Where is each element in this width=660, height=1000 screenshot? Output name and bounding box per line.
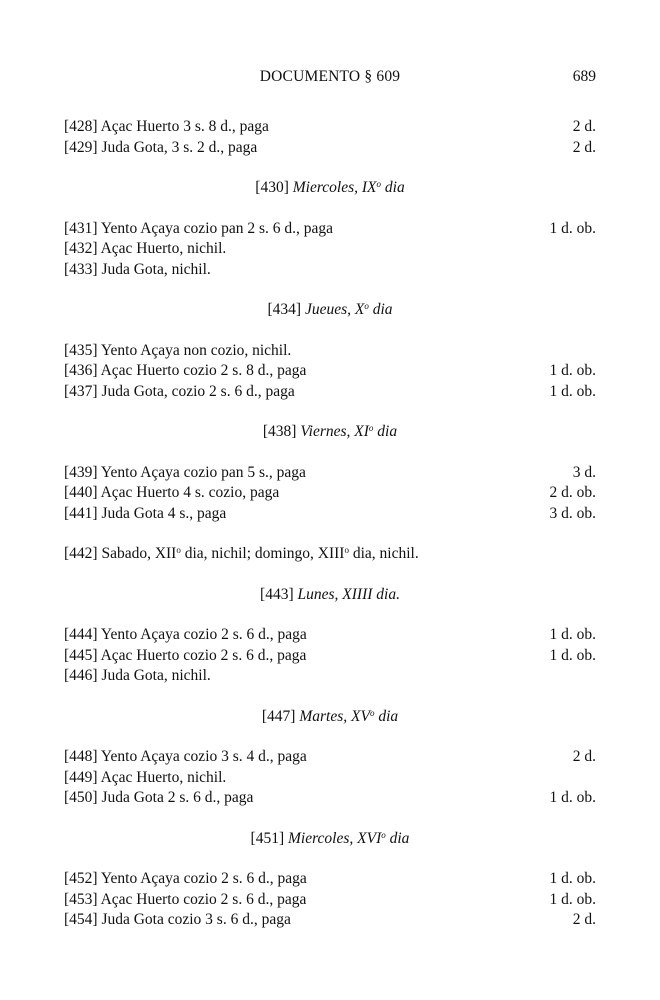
section-number: [447] <box>261 707 296 725</box>
section-title-suffix: dia <box>374 707 399 725</box>
section-title-text: Viernes, XI <box>300 423 369 440</box>
section-number: [438] <box>262 423 297 440</box>
entry-amount: 1 d. ob. <box>549 382 596 400</box>
entry-amount: 1 d. ob. <box>549 219 596 237</box>
section-heading <box>64 422 596 443</box>
document-body <box>64 117 596 931</box>
entry-line <box>64 341 596 362</box>
entry-text: [453] Açac Huerto cozio 2 s. 6 d., paga <box>64 890 307 908</box>
entry-text: [448] Yento Açaya cozio 3 s. 4 d., paga <box>64 748 307 765</box>
entry-amount: 3 d. <box>572 463 596 481</box>
section-title-text: Lunes, XIIII dia. <box>297 585 400 603</box>
entry-line <box>64 463 596 484</box>
section-title <box>293 179 405 196</box>
section-heading <box>64 707 596 728</box>
entry-amount: 1 d. ob. <box>549 890 596 908</box>
entry-amount: 1 d. ob. <box>549 789 596 806</box>
section-title-superscript: o <box>376 179 382 189</box>
section-title-text: Miercoles, IX <box>292 179 377 196</box>
section-number: [430] <box>255 179 289 196</box>
entry-text: [437] Juda Gota, cozio 2 s. 6 d., paga <box>64 382 295 400</box>
paragraph-gap <box>64 524 596 544</box>
section-title-text: Jueues, X <box>304 301 365 318</box>
entry-amount: 2 d. <box>572 138 596 156</box>
section-title-text: Martes, XV <box>299 707 370 725</box>
section-heading <box>64 178 596 199</box>
section-title-suffix: dia <box>368 301 393 318</box>
entry-text: [436] Açac Huerto cozio 2 s. 8 d., paga <box>64 362 307 379</box>
entry-amount: 1 d. ob. <box>549 626 596 643</box>
entry-text: [429] Juda Gota, 3 s. 2 d., paga <box>64 138 258 156</box>
entry-line <box>64 219 596 240</box>
entry-text: [445] Açac Huerto cozio 2 s. 6 d., paga <box>64 646 307 664</box>
page-number: 689 <box>572 68 596 85</box>
entry-text: [444] Yento Açaya cozio 2 s. 6 d., paga <box>64 626 307 643</box>
section-title <box>298 586 400 603</box>
entry-text: [450] Juda Gota 2 s. 6 d., paga <box>64 789 254 806</box>
section-title-superscript: o <box>381 829 386 840</box>
entry-line <box>64 361 596 382</box>
entry-line <box>64 788 596 809</box>
entry-text: [449] Açac Huerto, nichil. <box>64 768 227 786</box>
entry-line <box>64 625 596 646</box>
entry-text: [452] Yento Açaya cozio 2 s. 6 d., paga <box>64 870 307 887</box>
entry-text: [440] Açac Huerto 4 s. cozio, paga <box>64 484 280 501</box>
entry-text-part: [442] Sabado, XII <box>64 545 177 562</box>
section-title-superscript: o <box>364 301 369 311</box>
section-title-superscript: o <box>368 423 374 433</box>
entry-line <box>64 768 596 789</box>
entry-text: [439] Yento Açaya cozio pan 5 s., paga <box>64 463 306 481</box>
section-heading <box>64 300 596 321</box>
section-title <box>305 301 393 318</box>
section-title-suffix: dia <box>385 829 410 847</box>
entry-line <box>64 260 596 281</box>
entry-amount: 2 d. <box>572 748 596 765</box>
entry-amount: 1 d. ob. <box>549 870 596 887</box>
entry-line <box>64 483 596 504</box>
entry-line <box>64 646 596 667</box>
entry-text: [433] Juda Gota, nichil. <box>64 260 211 278</box>
entry-amount: 1 d. ob. <box>549 646 596 664</box>
entry-amount: 1 d. ob. <box>549 362 596 379</box>
entry-text: [441] Juda Gota 4 s., paga <box>64 504 227 522</box>
entry-line <box>64 504 596 525</box>
entry-line <box>64 138 596 159</box>
entry-text: [431] Yento Açaya cozio pan 2 s. 6 d., paga <box>64 219 334 237</box>
entry-text-part: dia, nichil; domingo, XIII <box>180 545 345 562</box>
entry-amount: 2 d. ob. <box>549 484 596 501</box>
entry-superscript: o <box>176 545 181 555</box>
entry-superscript: o <box>344 545 349 555</box>
section-title <box>299 708 398 725</box>
section-number: [443] <box>260 585 294 603</box>
section-title <box>288 830 409 847</box>
entry-text: [454] Juda Gota cozio 3 s. 6 d., paga <box>64 911 291 928</box>
entry-text-part: dia, nichil. <box>348 545 419 562</box>
section-title <box>300 423 397 440</box>
entry-text: [435] Yento Açaya non cozio, nichil. <box>64 341 292 359</box>
section-title-suffix: dia <box>373 423 398 440</box>
entry-text: [428] Açac Huerto 3 s. 8 d., paga <box>64 118 269 135</box>
entry-text <box>64 544 419 565</box>
entry-text: [446] Juda Gota, nichil. <box>64 667 211 684</box>
section-title-suffix: dia <box>381 179 405 196</box>
entry-line <box>64 544 596 565</box>
section-number: [451] <box>250 829 285 847</box>
entry-line <box>64 117 596 138</box>
section-heading <box>64 829 596 850</box>
entry-line <box>64 666 596 687</box>
running-header-title: DOCUMENTO § 609 <box>259 68 401 85</box>
section-heading <box>64 585 596 606</box>
entry-amount: 2 d. <box>572 911 596 928</box>
entry-line <box>64 747 596 768</box>
entry-text: [432] Açac Huerto, nichil. <box>64 240 227 257</box>
entry-amount: 2 d. <box>572 118 596 135</box>
entry-line <box>64 910 596 931</box>
section-title-text: Miercoles, XVI <box>288 829 382 847</box>
entry-amount: 3 d. ob. <box>549 504 596 522</box>
entry-line <box>64 382 596 403</box>
section-title-superscript: o <box>369 707 375 718</box>
entry-line <box>64 890 596 911</box>
section-number: [434] <box>267 301 302 318</box>
entry-line <box>64 239 596 260</box>
entry-line <box>64 869 596 890</box>
